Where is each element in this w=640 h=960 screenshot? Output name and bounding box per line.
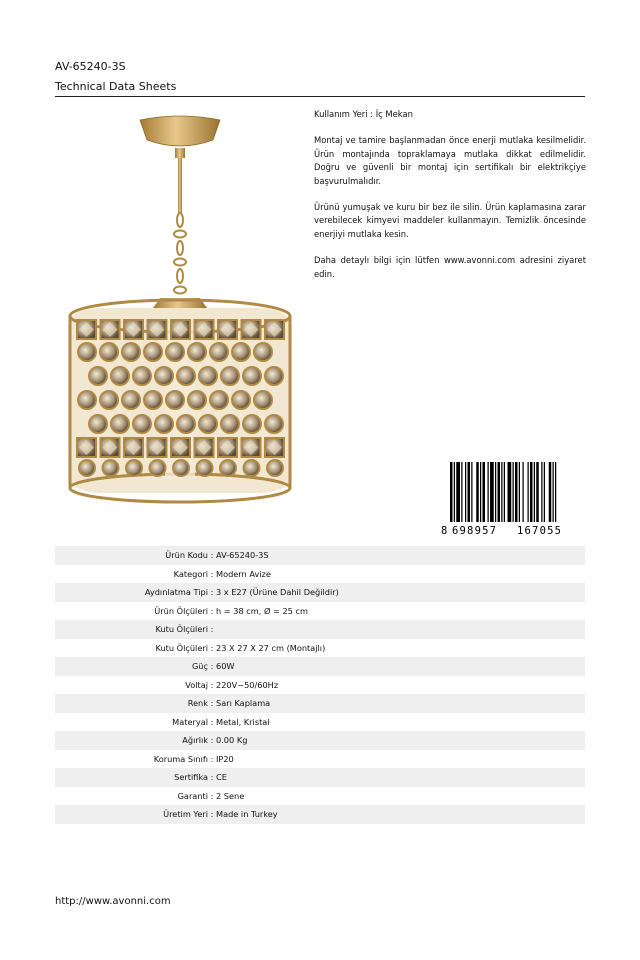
spec-value: Sarı Kaplama — [216, 694, 585, 713]
spec-row — [55, 657, 585, 676]
spec-value: Made in Turkey — [216, 805, 585, 824]
spec-value: 2 Sene — [216, 790, 245, 801]
spec-label: Voltaj — [185, 679, 208, 690]
spec-label: Kategori — [173, 568, 208, 579]
spec-value: IP20 — [216, 753, 234, 764]
header-divider — [55, 96, 585, 97]
spec-separator: : — [210, 753, 214, 764]
spec-value: CE — [216, 768, 585, 787]
spec-value: Metal, Kristal — [216, 716, 270, 727]
chandelier-image — [55, 108, 305, 508]
spec-separator: : — [210, 568, 214, 579]
document-subtitle: Technical Data Sheets — [55, 80, 177, 93]
spec-table — [55, 546, 585, 824]
spec-row — [55, 676, 585, 695]
spec-value — [216, 620, 585, 639]
spec-row — [55, 694, 585, 713]
spec-separator: : — [210, 605, 214, 616]
cleaning-instructions: Ürünü yumuşak ve kuru bir bez ile silin. Ürün kaplamasına zarar verebilecek kimyevi maddeler kullanmayın. Temizlik öncesinde enerjiyi mutlaka kesin. — [314, 202, 586, 239]
spec-separator: : — [208, 731, 216, 750]
spec-separator: : — [208, 583, 216, 602]
barcode — [440, 460, 585, 536]
spec-row — [55, 565, 585, 584]
spec-separator: : — [210, 642, 214, 653]
spec-value: 220V~50/60Hz — [216, 679, 279, 690]
spec-separator: : — [210, 679, 214, 690]
spec-label: Kutu Ölçüleri — [55, 620, 208, 639]
spec-separator: : — [208, 768, 216, 787]
spec-row — [55, 546, 585, 565]
usage-location: Kullanım Yeri : İç Mekan — [314, 109, 413, 119]
barcode-digits-right: 167055 — [517, 525, 563, 536]
spec-value: Modern Avize — [216, 568, 271, 579]
spec-label: Üretim Yeri — [55, 805, 208, 824]
product-code-heading: AV-65240-3S — [55, 60, 126, 73]
spec-label: Koruma Sınıfı — [153, 753, 208, 764]
spec-row — [55, 602, 585, 621]
spec-value: 23 X 27 X 27 cm (Montajlı) — [216, 642, 326, 653]
spec-row — [55, 731, 585, 750]
spec-label: Sertifika — [55, 768, 208, 787]
footer-url[interactable]: http://www.avonni.com — [55, 896, 171, 907]
spec-row — [55, 787, 585, 806]
spec-label: Ağırlık — [55, 731, 208, 750]
spec-row — [55, 713, 585, 732]
spec-value: h = 38 cm, Ø = 25 cm — [216, 605, 308, 616]
spec-label: Renk — [55, 694, 208, 713]
barcode-digits-left: 698957 — [452, 525, 498, 536]
spec-row — [55, 768, 585, 787]
spec-value: 3 x E27 (Ürüne Dahil Değildir) — [216, 583, 585, 602]
spec-row — [55, 639, 585, 658]
product-info-block — [314, 108, 586, 281]
spec-row — [55, 620, 585, 639]
spec-value: AV-65240-3S — [216, 546, 585, 565]
spec-row — [55, 805, 585, 824]
spec-separator: : — [210, 790, 214, 801]
spec-separator: : — [208, 620, 216, 639]
spec-label: Ürün Kodu — [55, 546, 208, 565]
installation-warning: Montaj ve tamire başlanmadan önce enerji mutlaka kesilmelidir. Ürün montajında topraklamaya mutlaka dikkat edilmelidir. Doğru ve güvenli bir montaj için sertifikalı bir elektrikçiye başvurulmalıdır. — [314, 135, 586, 186]
spec-row — [55, 750, 585, 769]
spec-separator: : — [208, 694, 216, 713]
spec-label: Aydınlatma Tipi — [55, 583, 208, 602]
barcode-first-digit: 8 — [441, 525, 448, 536]
spec-value: 0.00 Kg — [216, 731, 585, 750]
spec-separator: : — [208, 657, 216, 676]
spec-label: Materyal — [172, 716, 208, 727]
spec-separator: : — [208, 805, 216, 824]
spec-label: Güç — [55, 657, 208, 676]
spec-value: 60W — [216, 657, 585, 676]
spec-label: Kutu Ölçüleri — [155, 642, 208, 653]
spec-label: Ürün Ölçüleri — [154, 605, 208, 616]
spec-separator: : — [210, 716, 214, 727]
spec-separator: : — [208, 546, 216, 565]
more-info-note: Daha detaylı bilgi için lütfen www.avonni.com adresini ziyaret edin. — [314, 255, 586, 279]
spec-row — [55, 583, 585, 602]
spec-label: Garanti — [177, 790, 208, 801]
